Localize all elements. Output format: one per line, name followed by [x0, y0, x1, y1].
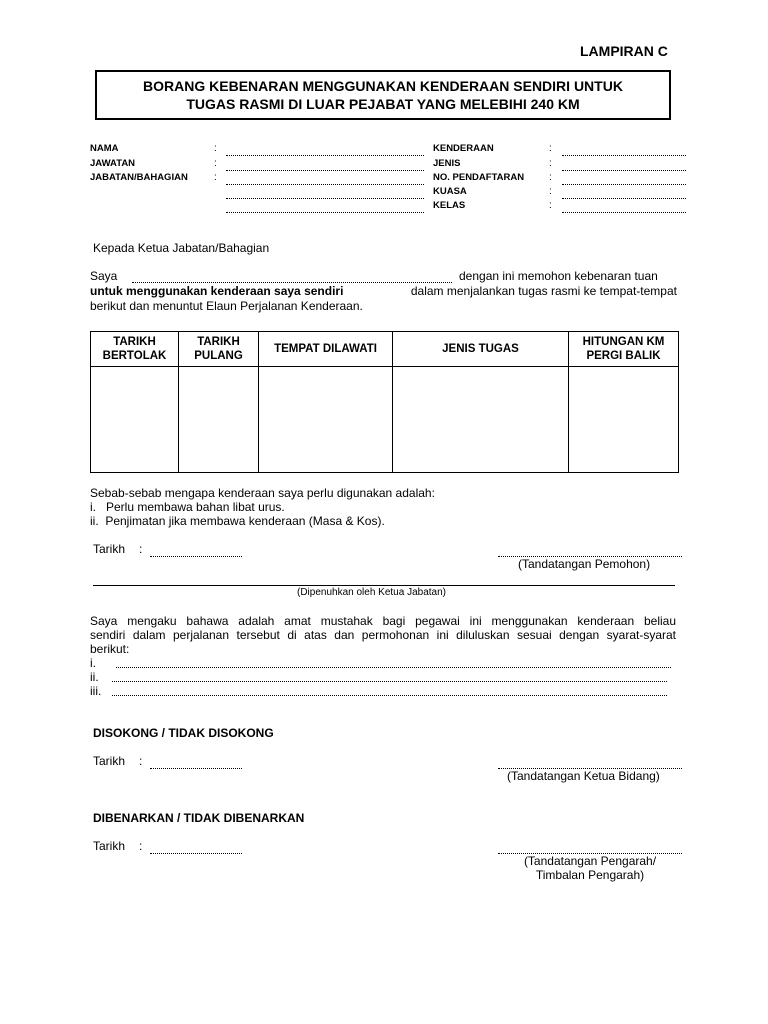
field-colon: : [214, 143, 217, 154]
field-label-jabatan-bahagian: JABATAN/BAHAGIAN [90, 172, 188, 183]
cell-tempat-dilawati[interactable] [259, 367, 393, 473]
cell-jenis-tugas[interactable] [393, 367, 569, 473]
jawatan-input-line[interactable] [226, 170, 424, 171]
form-title-line-1: BORANG KEBENARAN MENGGUNAKAN KENDERAAN SENDIRI UNTUK [143, 78, 623, 94]
condition-number: i. [90, 656, 96, 670]
header-jenis-tugas: JENIS TUGAS [393, 332, 569, 367]
declaration-line-3: berikut: [90, 642, 130, 656]
approval-heading: DIBENARKAN / TIDAK DIBENARKAN [93, 811, 305, 825]
field-label-kenderaan: KENDERAAN [433, 143, 494, 154]
section-note: (Dipenuhkan oleh Ketua Jabatan) [297, 587, 446, 598]
reason-item: i. Perlu membawa bahan libat urus. [90, 500, 285, 514]
field-label-kuasa: KUASA [433, 186, 467, 197]
kuasa-input-line[interactable] [562, 198, 686, 199]
field-label-nama: NAMA [90, 143, 119, 154]
appendix-label: LAMPIRAN C [580, 43, 668, 59]
applicant-date-label: Tarikh [93, 542, 126, 556]
declaration-line-1: Saya mengaku bahawa adalah amat mustahak bagi pegawai ini menggunakan kenderaan beliau [90, 614, 676, 628]
field-colon: : [549, 186, 552, 197]
request-line-3: berikut dan menuntut Elaun Perjalanan Kenderaan. [90, 299, 363, 313]
applicant-name-input-line[interactable] [132, 282, 452, 283]
approval-signature-caption-1: (Tandatangan Pengarah/ [523, 854, 657, 868]
cell-tarikh-bertolak[interactable] [91, 367, 179, 473]
jabatan-input-line-3[interactable] [226, 212, 424, 213]
support-date-label: Tarikh [93, 754, 126, 768]
approval-date-colon: : [139, 839, 143, 853]
support-date-colon: : [139, 754, 143, 768]
bold-phrase: untuk menggunakan kenderaan saya sendiri [90, 284, 344, 298]
header-hitungan-km: HITUNGAN KM PERGI BALIK [569, 332, 679, 367]
field-colon: : [214, 172, 217, 183]
request-line-2 [90, 284, 677, 299]
approval-date-label: Tarikh [93, 839, 126, 853]
header-tarikh-bertolak: TARIKH BERTOLAK [91, 332, 179, 367]
cell-hitungan-km[interactable] [569, 367, 679, 473]
declaration-line-2: sendiri dalam perjalanan tersebut di atas dan permohonan ini diluluskan sesuai dengan syarat-syarat [90, 628, 676, 642]
field-label-jawatan: JAWATAN [90, 158, 136, 169]
support-date-input[interactable] [150, 768, 242, 769]
applicant-signature-caption: (Tandatangan Pemohon) [518, 557, 651, 571]
header-tempat-dilawati: TEMPAT DILAWATI [259, 332, 393, 367]
condition-input-line-3[interactable] [112, 695, 667, 696]
trip-table [90, 331, 679, 473]
kelas-input-line[interactable] [562, 212, 686, 213]
field-colon: : [549, 172, 552, 183]
section-divider [93, 585, 675, 586]
condition-input-line-2[interactable] [112, 681, 667, 682]
field-label-kelas: KELAS [433, 200, 466, 211]
field-colon: : [549, 158, 552, 169]
header-tarikh-pulang: TARIKH PULANG [179, 332, 259, 367]
field-colon: : [549, 200, 552, 211]
condition-input-line-1[interactable] [116, 667, 671, 668]
salutation: Kepada Ketua Jabatan/Bahagian [93, 241, 270, 255]
applicant-date-input[interactable] [150, 556, 242, 557]
form-title-box [95, 70, 671, 120]
kenderaan-input-line[interactable] [562, 155, 686, 156]
applicant-date-colon: : [139, 542, 143, 556]
condition-number: iii. [90, 684, 102, 698]
field-label-jenis: JENIS [433, 158, 461, 169]
cell-tarikh-pulang[interactable] [179, 367, 259, 473]
support-heading: DISOKONG / TIDAK DISOKONG [93, 726, 274, 740]
reasons-intro: Sebab-sebab mengapa kenderaan saya perlu digunakan adalah: [90, 486, 435, 500]
reason-item: ii. Penjimatan jika membawa kenderaan (Masa & Kos). [90, 514, 385, 528]
field-colon: : [214, 158, 217, 169]
no-pendaftaran-input-line[interactable] [562, 184, 686, 185]
jabatan-input-line-1[interactable] [226, 184, 424, 185]
nama-input-line[interactable] [226, 155, 424, 156]
form-title-line-2: TUGAS RASMI DI LUAR PEJABAT YANG MELEBIHI 240 KM [186, 96, 580, 112]
request-line-2-tail: dalam menjalankan tugas rasmi ke tempat-tempat [410, 284, 677, 298]
request-tail: dengan ini memohon kebenaran tuan [459, 269, 658, 283]
condition-number: ii. [90, 670, 99, 684]
table-row [91, 367, 679, 473]
jenis-input-line[interactable] [562, 170, 686, 171]
jabatan-input-line-2[interactable] [226, 198, 424, 199]
support-signature-caption: (Tandatangan Ketua Bidang) [507, 769, 660, 783]
approval-date-input[interactable] [150, 853, 242, 854]
field-label-no-pendaftaran: NO. PENDAFTARAN [433, 172, 525, 183]
saya-word: Saya [90, 269, 118, 283]
approval-signature-caption-2: Timbalan Pengarah) [535, 868, 645, 882]
field-colon: : [549, 143, 552, 154]
